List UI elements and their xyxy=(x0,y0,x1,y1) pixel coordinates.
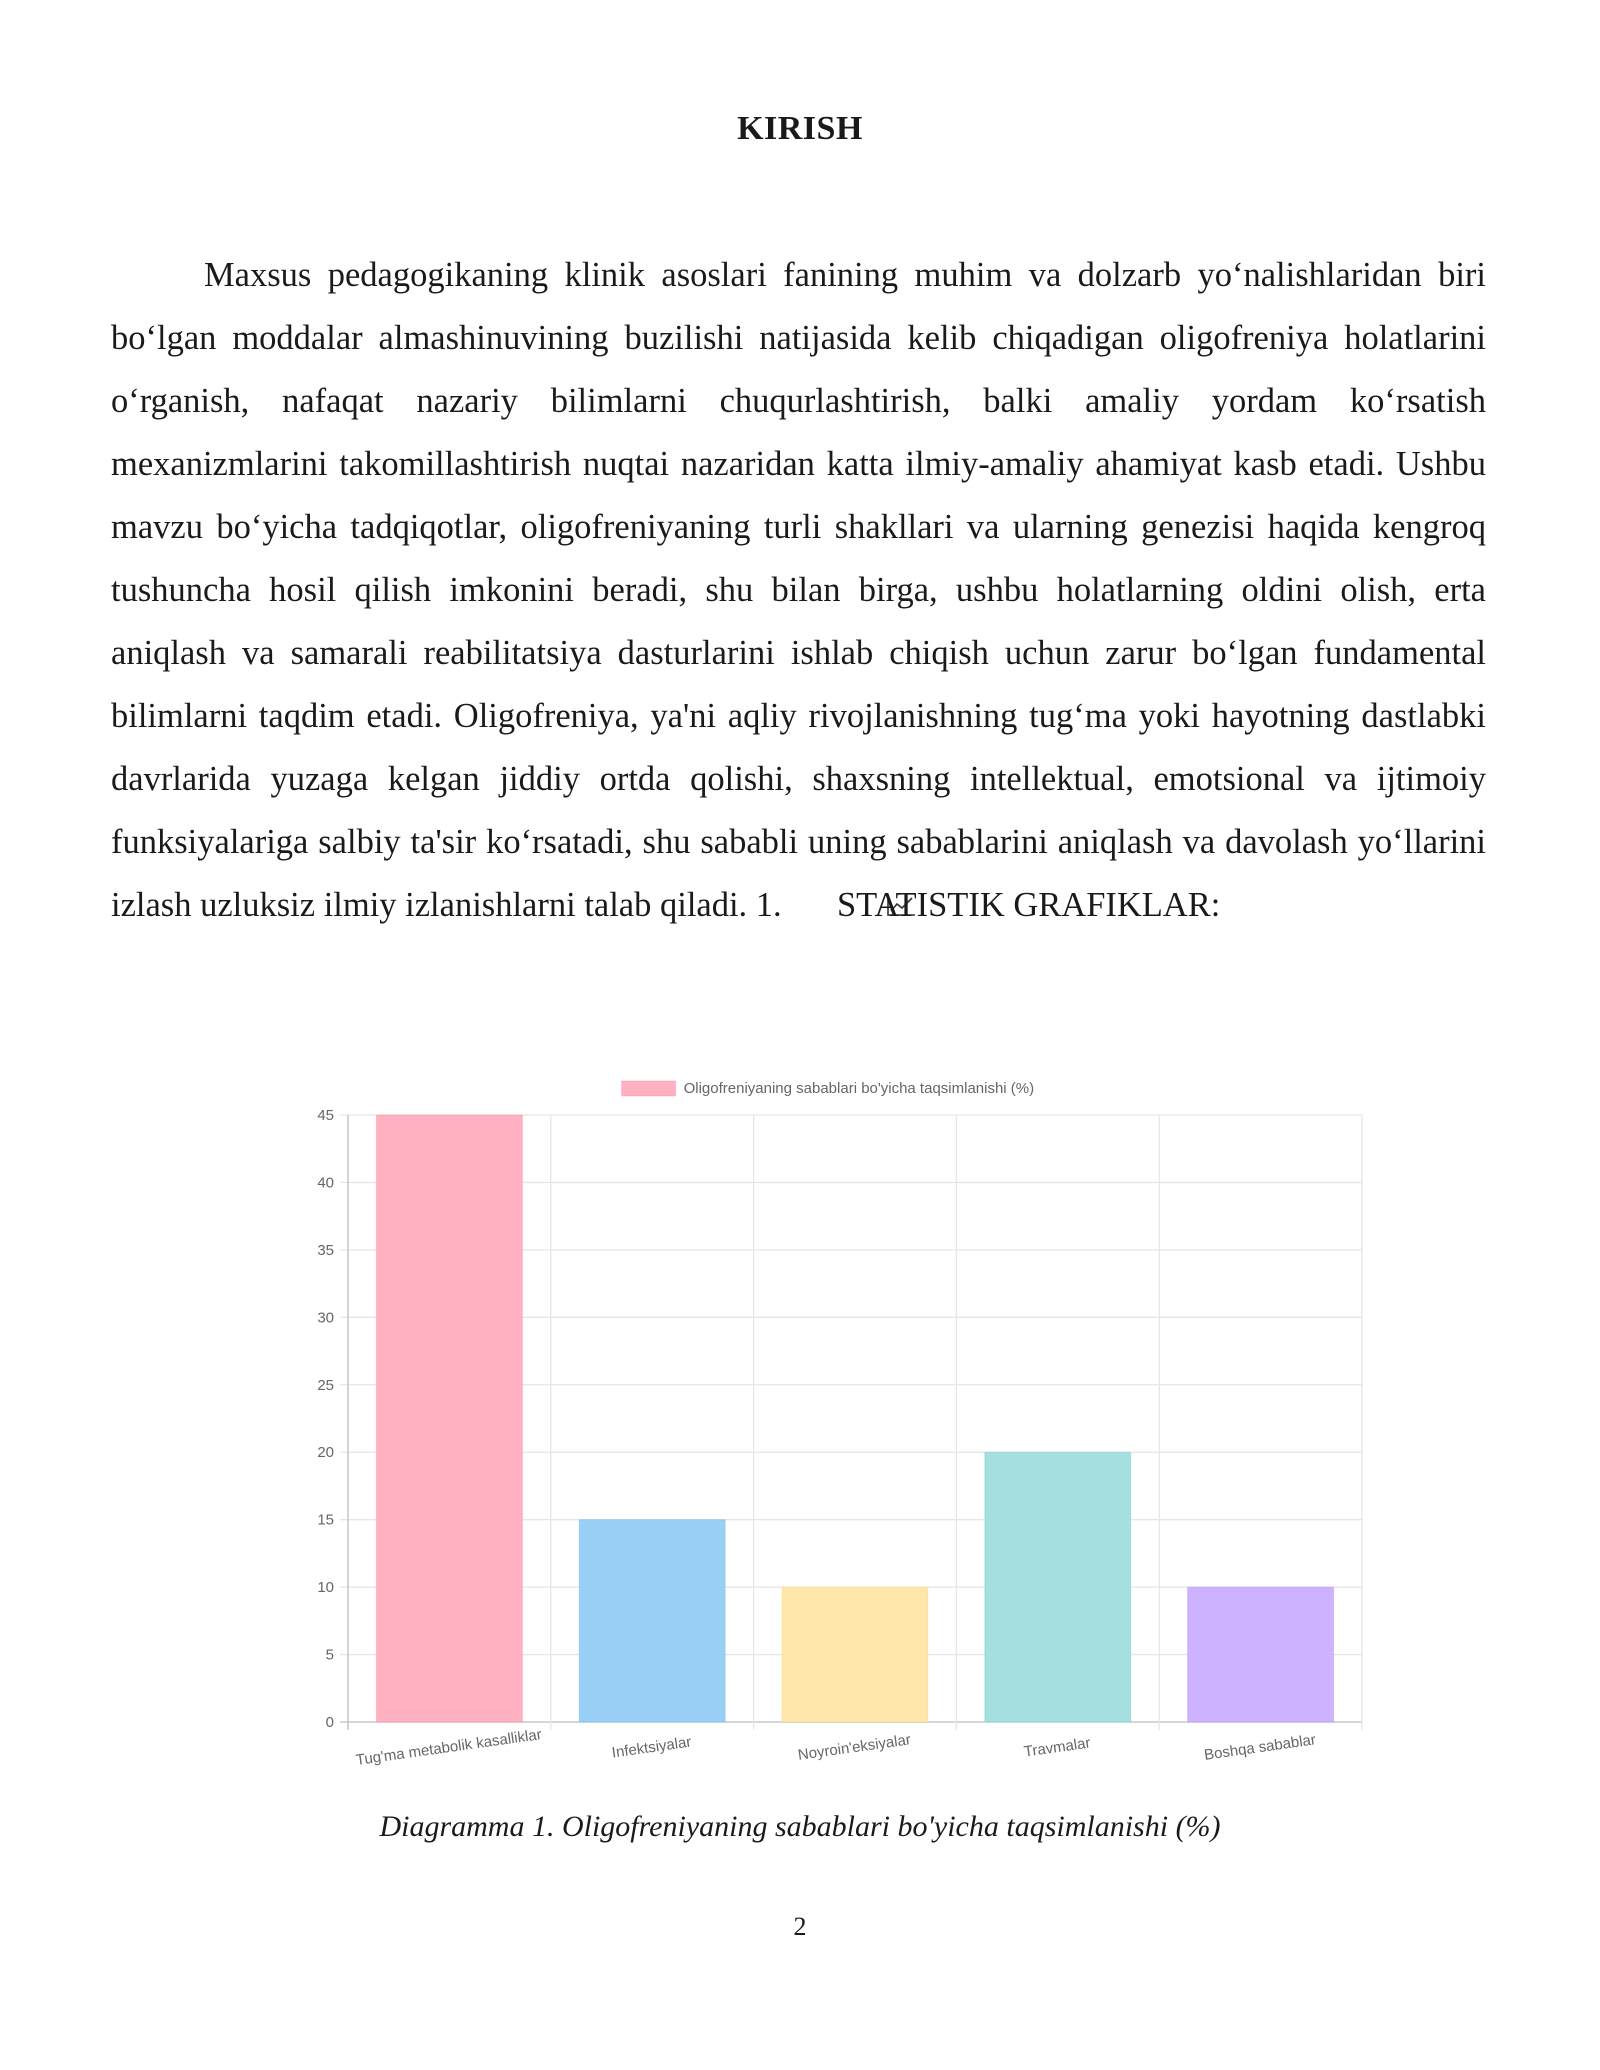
y-tick-label: 30 xyxy=(317,1309,334,1327)
intro-paragraph-text: Maxsus pedagogikaning klinik asoslari fanining muhim va dolzarb yo‘nalishlaridan biri bo‘lgan moddalar almashinuvining buzilishi natijasida kelib chiqadigan oligofreniya holatlarini o‘rganish, nafaqat nazariy bilimlarni chuqurlashtirish, balki amaliy yordam ko‘rsatish mexanizmlarini takomillashtirish nuqtai nazaridan katta ilmiy-amaliy ahamiyat kasb etadi. Ushbu mavzu bo‘yicha tadqiqotlar, oligofreniyaning turli shakllari va ularning genezisi haqida kengroq tushuncha hosil qilish imkonini beradi, shu bilan birga, ushbu holatlarning oldini olish, erta aniqlash va samarali reabilitatsiya dasturlarini ishlab chiqish uchun zarur bo‘lgan fundamental bilimlarni taqdim etadi. Oligofreniya, ya'ni aqliy rivojlanishning tug‘ma yoki hayotning dastlabki davrlarida yuzaga kelgan jiddiy ortda qolishi, shaxsning intellektual, emotsional va ijtimoiy funksiyalariga salbiy ta'sir ko‘rsatadi, shu sababli uning sabablarini aniqlash va davolash yo‘llarini izlash uzluksiz ilmiy izlanishlarni talab qiladi. 1. xyxy=(111,256,1486,924)
y-tick-label: 25 xyxy=(317,1376,334,1394)
y-tick-label: 10 xyxy=(317,1579,334,1597)
y-tick-label: 5 xyxy=(325,1646,334,1664)
chart-increasing-icon xyxy=(792,876,824,902)
statistics-label: STATISTIK GRAFIKLAR: xyxy=(836,886,1221,924)
x-tick-label: Noyroin'eksiyalar xyxy=(796,1731,912,1764)
x-tick-label: Infektsiyalar xyxy=(610,1733,693,1762)
bar xyxy=(985,1452,1131,1722)
intro-paragraph xyxy=(111,244,1486,937)
chart-canvas xyxy=(230,1070,1380,1790)
causes-bar-chart xyxy=(230,1070,1380,1790)
y-tick-label: 40 xyxy=(317,1174,334,1192)
bar xyxy=(579,1520,725,1722)
x-tick-label: Boshqa sabablar xyxy=(1203,1731,1317,1764)
bar xyxy=(1188,1587,1334,1722)
x-tick-label: Tug'ma metabolik kasalliklar xyxy=(354,1726,543,1770)
y-tick-label: 35 xyxy=(317,1241,334,1259)
x-tick-label: Travmalar xyxy=(1022,1734,1092,1761)
legend-label: Oligofreniyaning sabablari bo'yicha taqsimlanishi (%) xyxy=(683,1080,1035,1097)
figure-caption: Diagramma 1. Oligofreniyaning sabablari bo'yicha taqsimlanishi (%) xyxy=(379,1810,1221,1843)
legend-swatch xyxy=(622,1081,676,1096)
bar xyxy=(782,1587,928,1722)
y-tick-label: 20 xyxy=(317,1444,334,1462)
bar xyxy=(376,1115,522,1722)
section-heading: KIRISH xyxy=(737,110,863,147)
y-tick-label: 45 xyxy=(317,1107,334,1124)
page-number: 2 xyxy=(793,1912,807,1941)
y-tick-label: 15 xyxy=(317,1511,334,1529)
y-tick-label: 0 xyxy=(325,1714,334,1731)
